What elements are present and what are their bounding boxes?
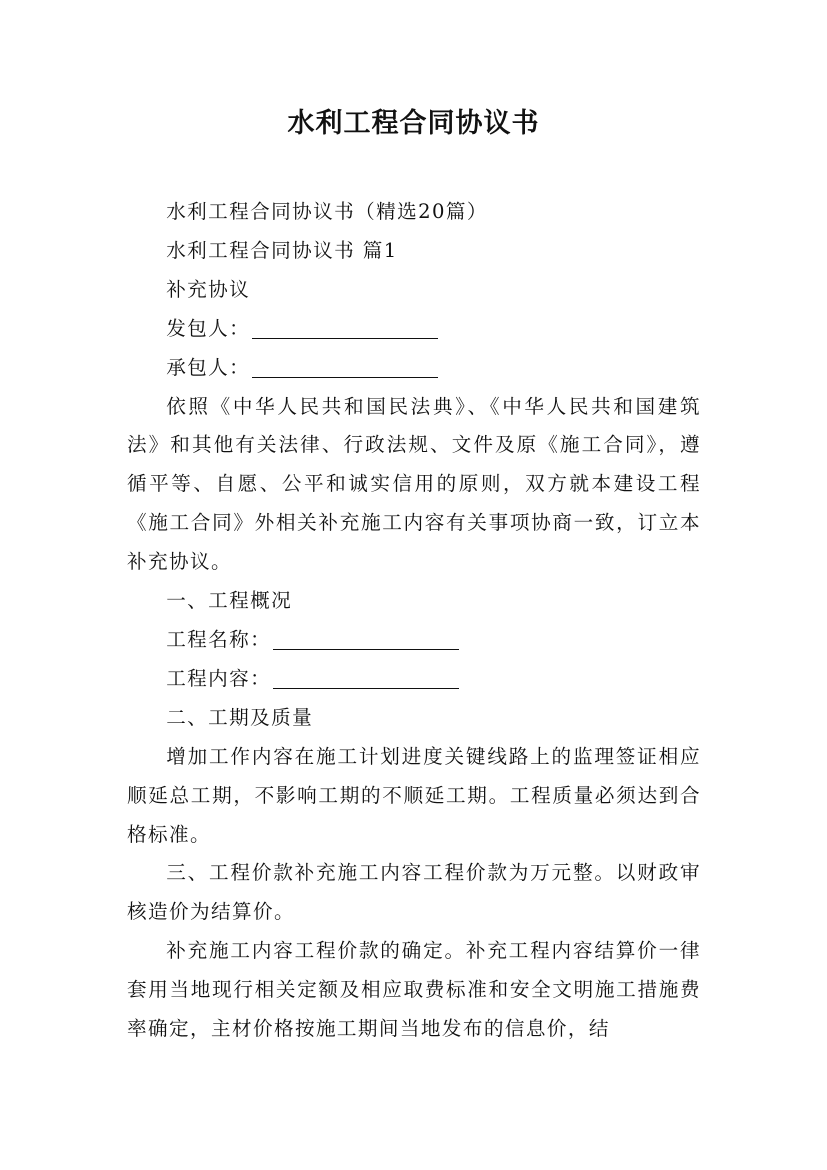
subtitle-line: 水利工程合同协议书（精选20篇） — [166, 200, 488, 223]
project-name-blank — [273, 625, 459, 650]
document-title: 水利工程合同协议书 — [287, 108, 540, 139]
heading-schedule-quality: 二、工期及质量 — [166, 705, 314, 729]
pricing-paragraph: 补充施工内容工程价款的确定。补充工程内容结算价一律套用当地现行相关定额及相应取费标准和安全文明施工措施费率确定，主材价格按施工期间当地发布的信息价，结 — [127, 939, 701, 1041]
schedule-paragraph: 增加工作内容在施工计划进度关键线路上的监理签证相应顺延总工期，不影响工期的不顺延工期。工程质量必须达到合格标准。 — [127, 744, 701, 846]
contractor-label: 承包人： — [166, 355, 251, 379]
employer-line — [127, 310, 701, 349]
project-content-blank — [273, 664, 459, 689]
section-heading: 水利工程合同协议书 篇1 — [166, 238, 398, 262]
project-name-label: 工程名称： — [166, 627, 272, 651]
intro-paragraph: 依照《中华人民共和国民法典》、《中华人民共和国建筑法》和其他有关法律、行政法规、文件及原《施工合同》，遵循平等、自愿、公平和诚实信用的原则，双方就本建设工程《施工合同》外相关补充施工内容有关事项协商一致，订立本补充协议。 — [127, 394, 701, 574]
document-body — [127, 193, 701, 1049]
employer-blank — [252, 314, 438, 339]
agreement-label: 补充协议 — [166, 277, 251, 301]
contractor-blank — [252, 353, 438, 378]
project-content-line — [127, 660, 701, 699]
employer-label: 发包人： — [166, 316, 251, 340]
project-content-label: 工程内容： — [166, 666, 272, 690]
heading-project-overview: 一、工程概况 — [166, 589, 293, 613]
price-paragraph: 三、工程价款补充施工内容工程价款为万元整。以财政审核造价为结算价。 — [127, 861, 701, 924]
contractor-line — [127, 349, 701, 388]
project-name-line — [127, 621, 701, 660]
